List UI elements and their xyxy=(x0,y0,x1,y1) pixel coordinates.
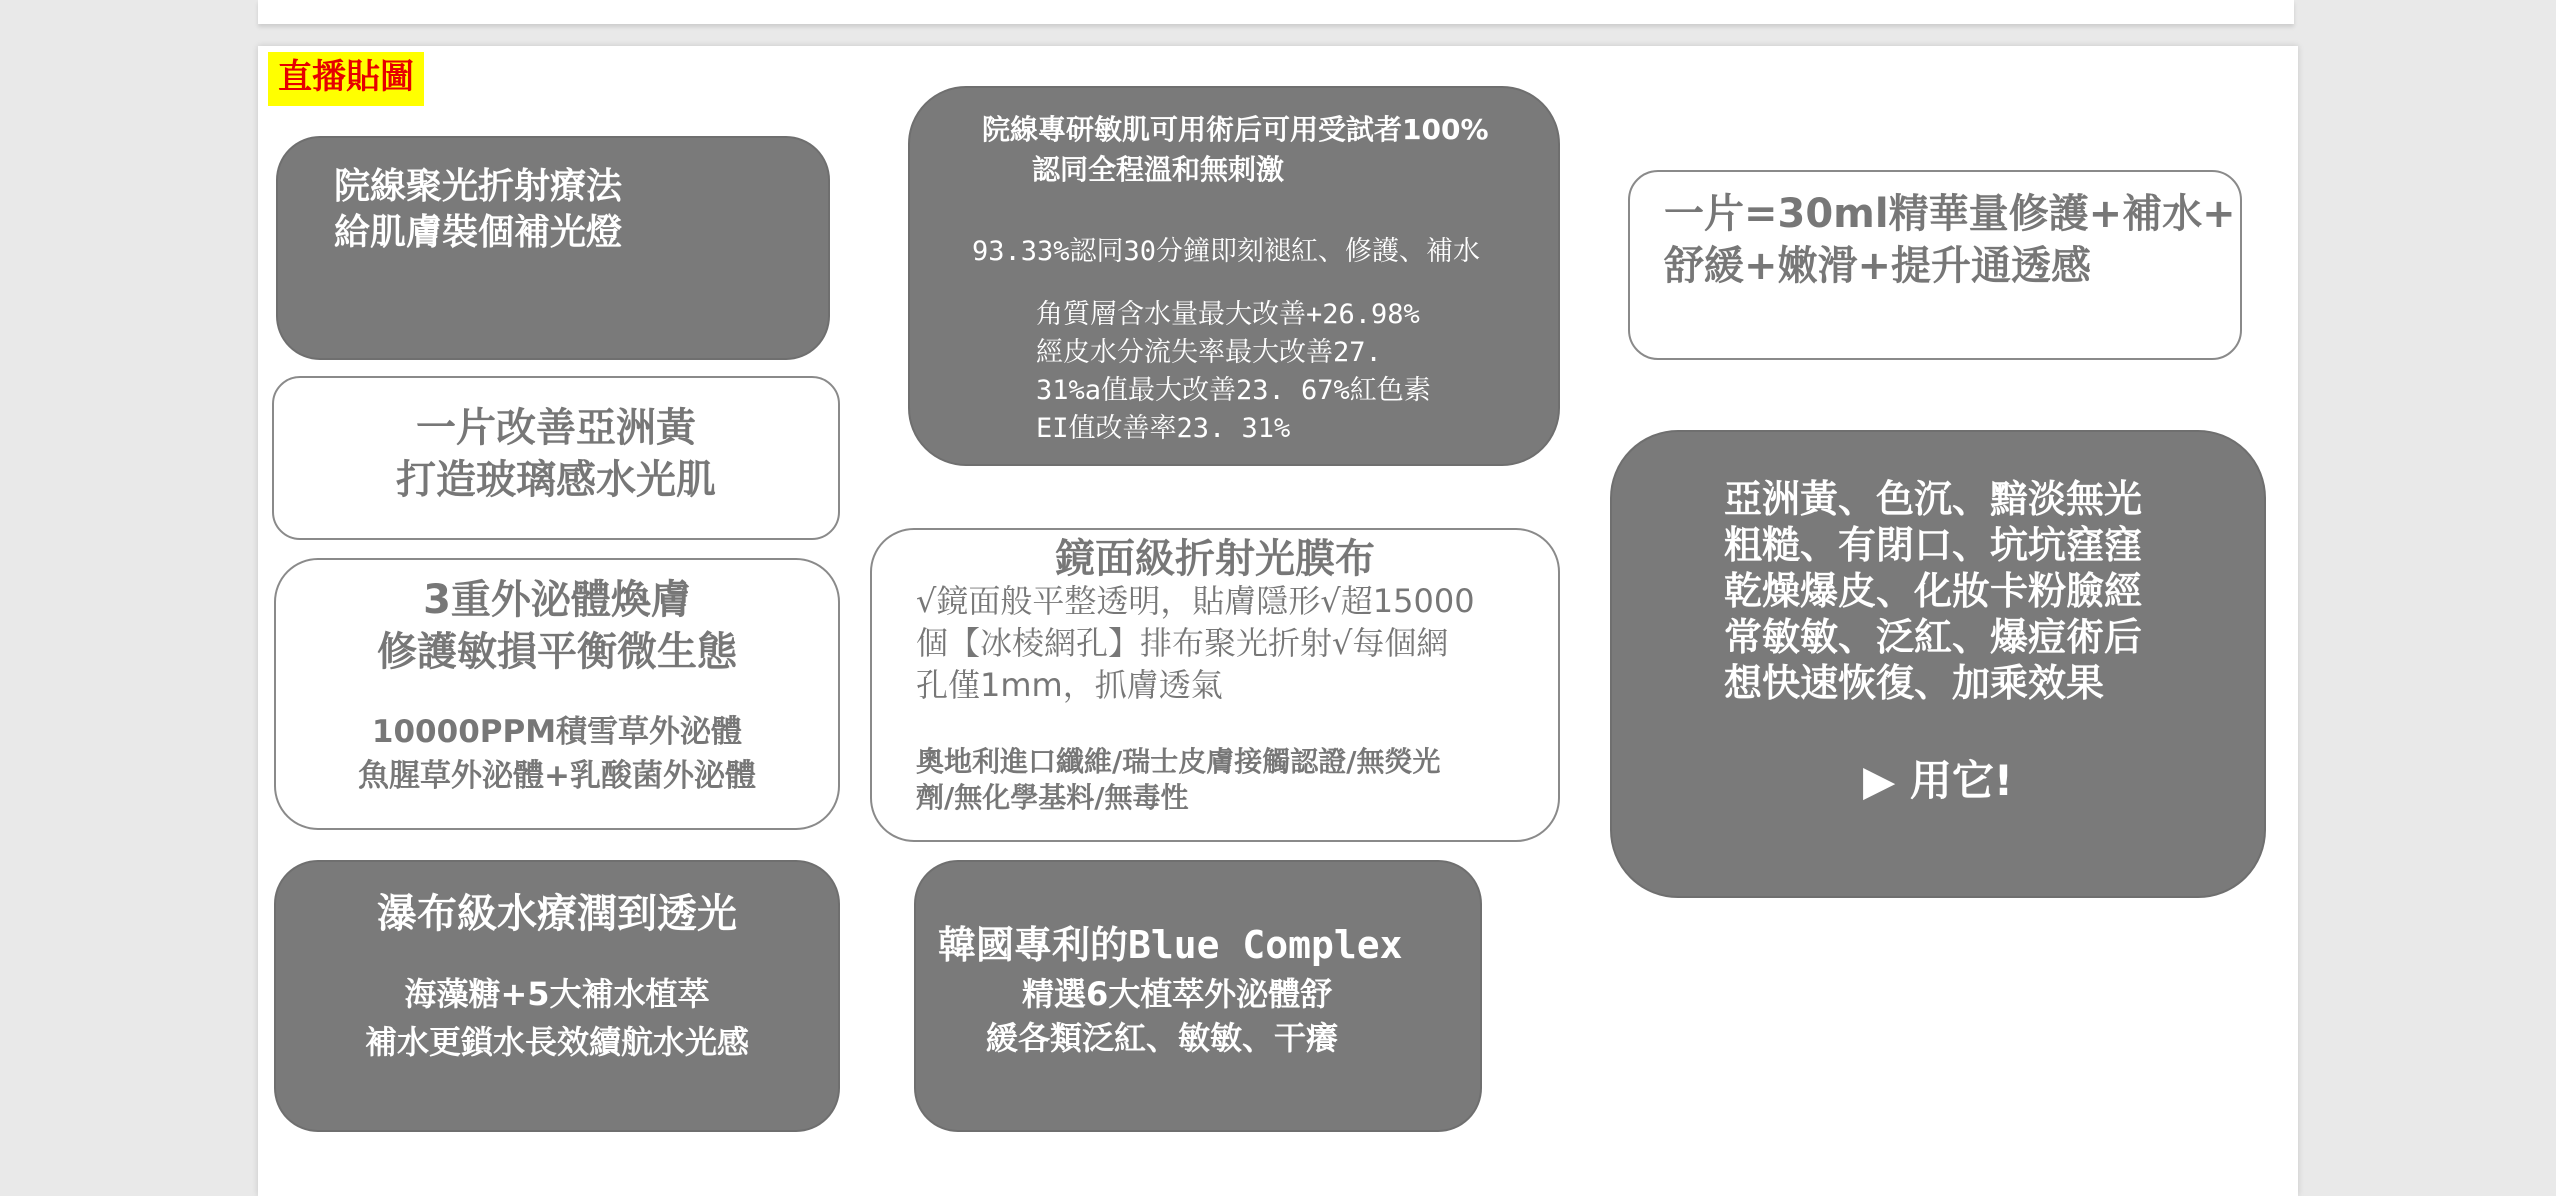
card-stat: 31%a值最大改善23. 67%紅色素 xyxy=(1036,375,1431,406)
card-text: 亞洲黃、色沉、黯淡無光 xyxy=(1724,477,2143,521)
card-text: 個【冰棱網孔】排布聚光折射√每個網 xyxy=(916,624,1449,662)
card-text: 修護敏損平衡微生態 xyxy=(377,629,737,675)
card-text: 舒緩+嫩滑+提升通透感 xyxy=(1664,243,2092,289)
card-stat: 經皮水分流失率最大改善27. xyxy=(1036,337,1382,368)
card-focus-refraction xyxy=(276,136,830,360)
card-stat: EI值改善率23. 31% xyxy=(1036,413,1291,444)
card-text: 認同全程溫和無刺激 xyxy=(1032,153,1285,186)
card-subtext: 劑/無化學基料/無毒性 xyxy=(916,781,1189,814)
card-title: 韓國專利的Blue Complex xyxy=(938,923,1403,967)
card-text: 孔僅1mm，抓膚透氣 xyxy=(916,666,1223,704)
card-text: 粗糙、有閉口、坑坑窪窪 xyxy=(1724,523,2143,567)
content-sheet xyxy=(258,46,2298,1196)
card-text: 緩各類泛紅、敏敏、干癢 xyxy=(986,1019,1339,1057)
card-subtext: 10000PPM積雪草外泌體 xyxy=(371,714,743,750)
card-hydration xyxy=(274,860,840,1132)
card-text: 常敏敏、泛紅、爆痘術后 xyxy=(1724,615,2143,659)
card-text: 院線聚光折射療法 xyxy=(334,166,623,207)
card-text: 院線專研敏肌可用術后可用受試者100% xyxy=(982,113,1489,146)
card-text: 一片改善亞洲黃 xyxy=(416,405,696,451)
card-subtext: 魚腥草外泌體+乳酸菌外泌體 xyxy=(358,758,756,794)
card-subtext: 奧地利進口纖維/瑞士皮膚接觸認證/無熒光 xyxy=(916,745,1441,778)
card-text: 給肌膚裝個補光燈 xyxy=(334,212,623,253)
live-sticker-tag: 直播貼圖 xyxy=(268,52,424,106)
card-serum-volume xyxy=(1628,170,2242,360)
card-stat: 角質層含水量最大改善+26.98% xyxy=(1036,299,1420,330)
card-subtext: 海藻糖+5大補水植萃 xyxy=(404,975,710,1013)
call-to-action: ▶ 用它! xyxy=(1862,756,2014,805)
card-text: 精選6大植萃外泌體舒 xyxy=(1022,975,1333,1013)
card-asian-yellow xyxy=(272,376,840,540)
card-text: √鏡面般平整透明，貼膚隱形√超15000 xyxy=(916,582,1475,620)
card-text: 乾燥爆皮、化妝卡粉臉經 xyxy=(1724,569,2143,613)
previous-sheet-edge xyxy=(258,0,2294,24)
card-text: 瀑布級水療潤到透光 xyxy=(377,891,737,937)
card-skin-concerns xyxy=(1610,430,2266,898)
card-text: 一片=30ml精華量修護+補水+ xyxy=(1664,191,2236,237)
card-text: 3重外泌體煥膚 xyxy=(423,577,691,623)
card-subtext: 補水更鎖水長效續航水光感 xyxy=(364,1023,749,1061)
card-text: 打造玻璃感水光肌 xyxy=(396,457,716,503)
card-mirror-film xyxy=(870,528,1560,842)
card-stat: 93.33%認同30分鐘即刻褪紅、修護、補水 xyxy=(972,236,1481,267)
card-clinical-results xyxy=(908,86,1560,466)
card-text: 想快速恢復、加乘效果 xyxy=(1724,661,2105,705)
card-exosome xyxy=(274,558,840,830)
card-blue-complex xyxy=(914,860,1482,1132)
card-title: 鏡面級折射光膜布 xyxy=(1055,536,1375,582)
